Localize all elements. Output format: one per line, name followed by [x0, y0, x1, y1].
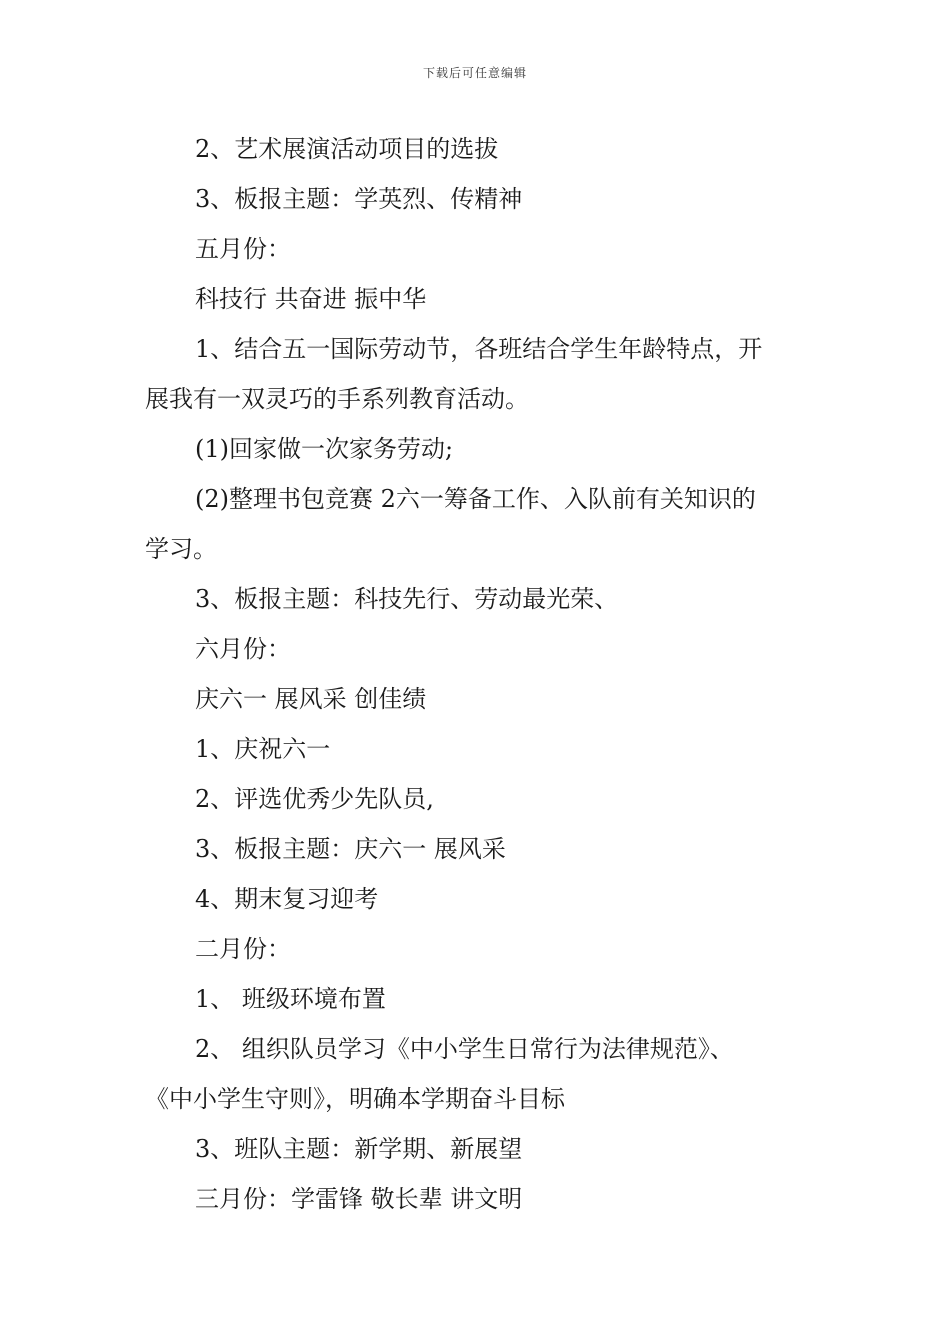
- section-theme: 庆六一 展风采 创佳绩: [195, 685, 427, 713]
- text-line: 3、板报主题：科技先行、劳动最光荣、: [195, 585, 619, 613]
- text-line: 1、庆祝六一: [195, 735, 331, 763]
- text-line: 3、板报主题：学英烈、传精神: [195, 185, 523, 213]
- section-heading: 二月份：: [195, 935, 291, 963]
- section-heading: 六月份：: [195, 635, 291, 663]
- text-line-continued: 展我有一双灵巧的手系列教育活动。: [145, 385, 529, 413]
- section-heading: 三月份：学雷锋 敬长辈 讲文明: [195, 1185, 523, 1213]
- section-heading: 五月份：: [195, 235, 291, 263]
- text-line: 2、 组织队员学习《中小学生日常行为法律规范》、: [195, 1035, 734, 1063]
- text-line-continued: 《中小学生守则》，明确本学期奋斗目标: [145, 1085, 565, 1113]
- text-line: 3、板报主题：庆六一 展风采: [195, 835, 506, 863]
- page-header: 下载后可任意编辑: [422, 66, 527, 80]
- text-line: 1、 班级环境布置: [195, 985, 386, 1013]
- text-line: 2、艺术展演活动项目的选拔: [195, 135, 499, 163]
- text-line: (2)整理书包竞赛 2六一筹备工作、入队前有关知识的: [195, 485, 756, 513]
- text-line: 2、评选优秀少先队员,: [195, 785, 434, 813]
- text-line: 1、结合五一国际劳动节，各班结合学生年龄特点，开: [195, 335, 763, 363]
- text-line-continued: 学习。: [145, 535, 217, 563]
- text-line: 3、班队主题：新学期、新展望: [195, 1135, 523, 1163]
- text-line: 4、期末复习迎考: [195, 885, 379, 913]
- document-body: [145, 124, 810, 1224]
- text-line: (1)回家做一次家务劳动;: [195, 435, 454, 463]
- section-theme: 科技行 共奋进 振中华: [195, 285, 427, 313]
